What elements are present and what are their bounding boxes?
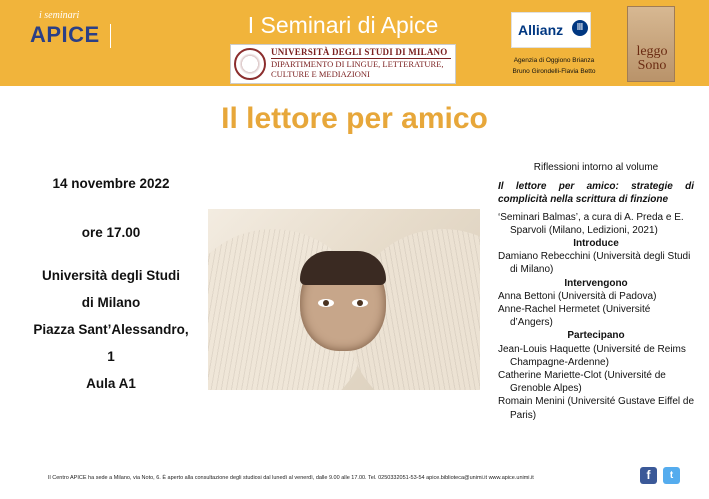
reader-hair xyxy=(300,251,386,285)
unimi-seal-icon xyxy=(234,48,266,80)
reader-eye-right xyxy=(352,299,368,307)
agency-info xyxy=(498,55,610,77)
series-title: I Seminari di Apice xyxy=(247,12,439,38)
speaker-1: Anna Bettoni (Università di Padova) xyxy=(498,290,657,302)
participant-1: Jean-Louis Haquette (Université de Reims Champagne-Ardenne) xyxy=(498,343,686,368)
introduce-label: Introduce xyxy=(573,238,619,250)
header-bar xyxy=(0,0,709,86)
allianz-wordmark: Allianz xyxy=(518,22,564,38)
apice-logo xyxy=(30,10,114,50)
publication-info: ‘Seminari Balmas’, a cura di A. Preda e E. Sparvoli (Milano, Ledizioni, 2021) xyxy=(498,211,684,236)
event-details xyxy=(498,161,694,422)
book-reader-photo xyxy=(208,209,480,390)
introducer: Damiano Rebecchini (Università degli Studi di Milano) xyxy=(498,251,691,276)
agency-name: Agenzia di Oggiono Brianza xyxy=(513,57,595,64)
event-time: ore 17.00 xyxy=(81,225,141,240)
venue-line-1: Università degli Studi xyxy=(41,268,181,283)
twitter-icon[interactable]: t xyxy=(663,467,680,484)
agency-agents: Bruno Girondelli-Flavia Betto xyxy=(512,68,596,75)
participant-3: Romain Menini (Université Gustave Eiffel de Paris) xyxy=(498,396,695,421)
event-room: Aula A1 xyxy=(86,376,136,391)
leggo-sono-logo xyxy=(627,6,675,82)
address-line-2: 1 xyxy=(107,349,115,364)
speakers-label: Intervengono xyxy=(564,277,628,289)
book-title: Il lettore per amico: strategie di complicità nella scrittura di finzione xyxy=(498,181,694,206)
apice-logo-tagline: i seminari xyxy=(39,10,80,21)
apice-logo-divider xyxy=(110,24,111,48)
speaker-2: Anne-Rachel Hermetet (Université d’Angers) xyxy=(498,304,651,329)
address-line-1: Piazza Sant’Alessandro, xyxy=(33,322,189,337)
event-title: Il lettore per amico xyxy=(221,102,488,135)
department-name: DIPARTIMENTO DI LINGUE, LETTERATURE, CULTURE E MEDIAZIONI xyxy=(271,59,444,79)
event-info xyxy=(26,174,196,391)
facebook-icon[interactable]: f xyxy=(640,467,657,484)
venue-line-2: di Milano xyxy=(81,295,141,310)
reader-face xyxy=(300,251,386,351)
participants-label: Partecipano xyxy=(567,330,625,342)
footer-info: Il Centro APICE ha sede a Milano, via Noto, 6. È aperto alla consultazione degli studiosi dal lunedì al venerdì, dalle 9.00 alle 17.00. Tel. 0250332051-53-54 apice.biblioteca@unimi.it www.apice.unimi.it xyxy=(48,475,534,481)
allianz-eagle-icon: Ⅲ xyxy=(572,20,588,36)
apice-logo-text: APICE xyxy=(30,22,100,47)
participant-2: Catherine Mariette-Clot (Université de Grenoble Alpes) xyxy=(498,370,666,395)
details-intro: Riflessioni intorno al volume xyxy=(533,162,659,173)
allianz-logo xyxy=(511,12,591,48)
event-date: 14 novembre 2022 xyxy=(52,176,170,191)
reader-eye-left xyxy=(318,299,334,307)
leggo-sono-wordmark: leggo Sono xyxy=(636,44,668,73)
unimi-logo xyxy=(230,44,456,84)
university-name: UNIVERSITÀ DEGLI STUDI DI MILANO xyxy=(271,47,448,57)
